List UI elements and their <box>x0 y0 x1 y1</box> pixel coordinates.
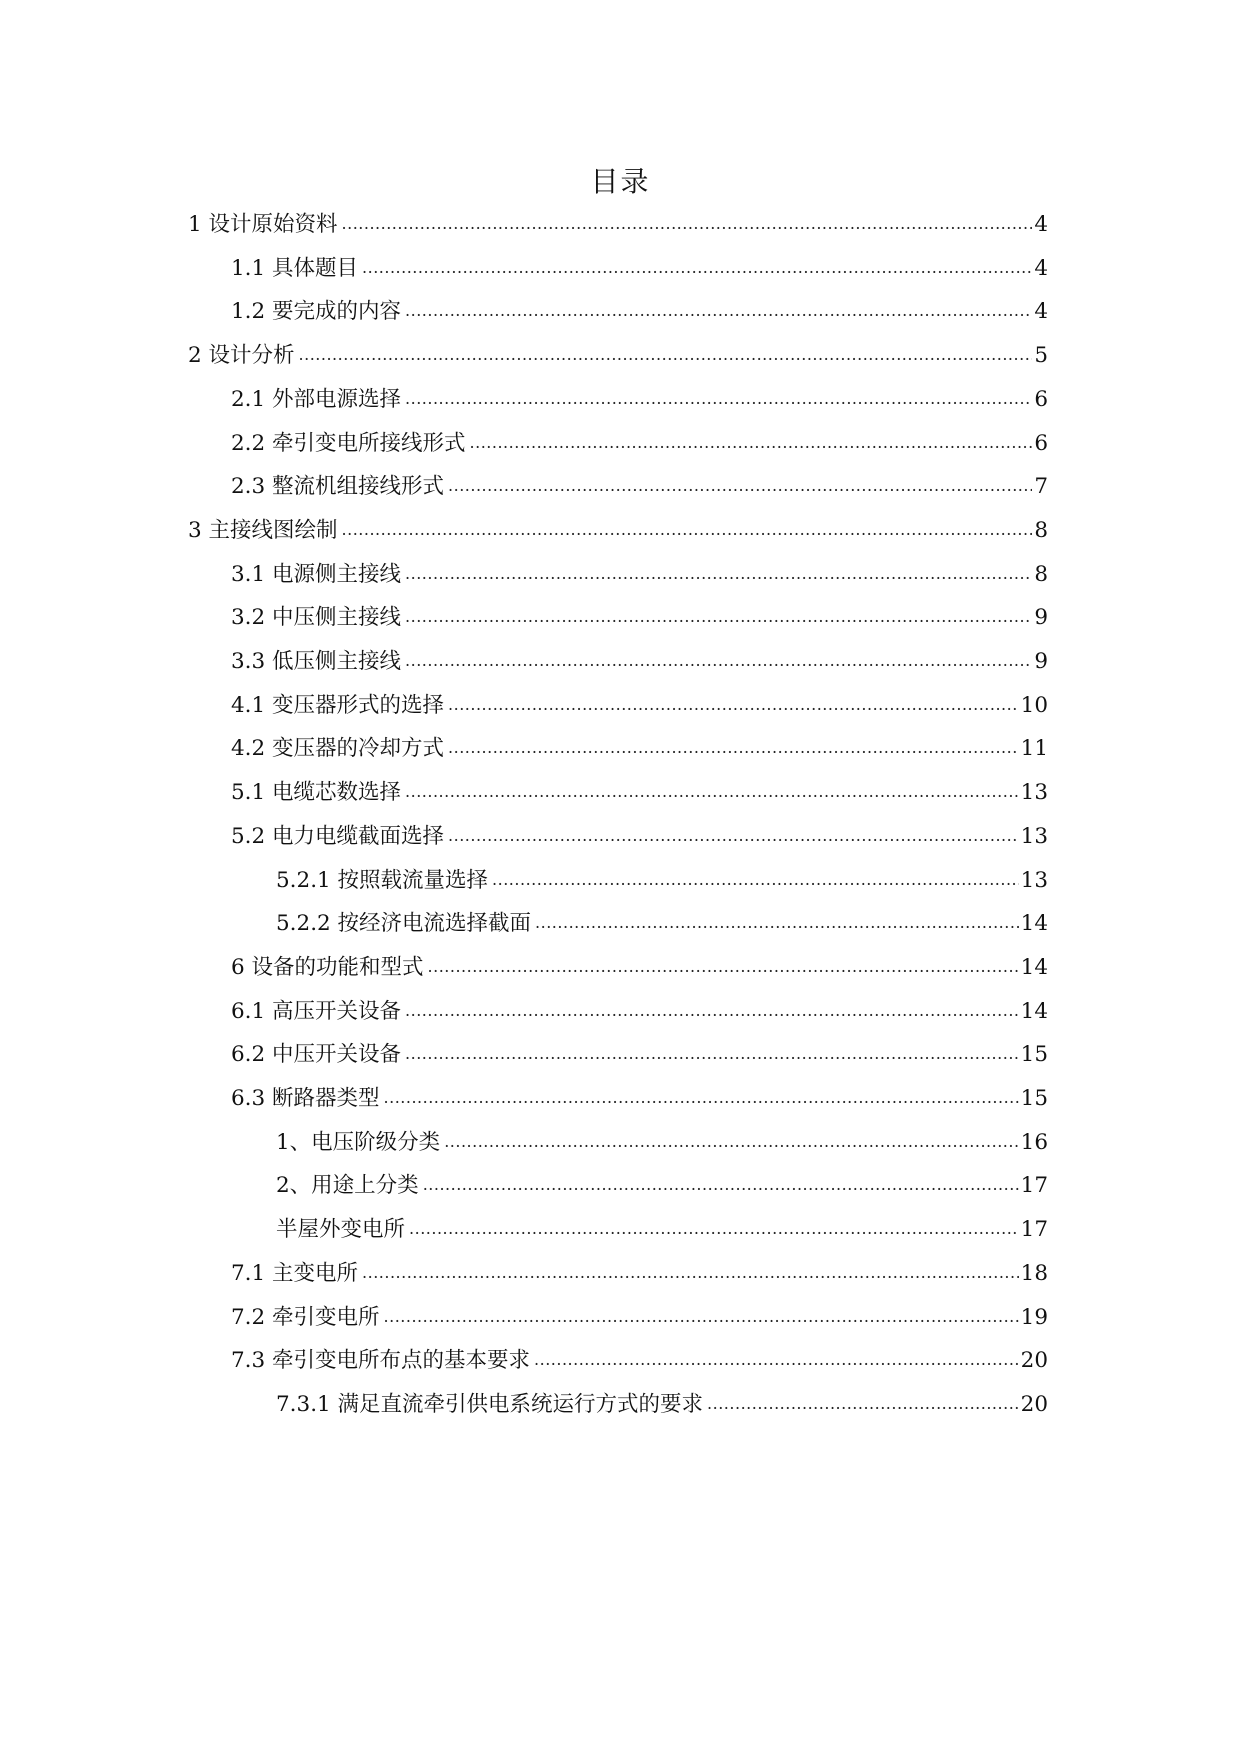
toc-entry-title: 1.2 要完成的内容 <box>231 299 402 325</box>
toc-entry-title: 3.1 电源侧主接线 <box>231 561 402 587</box>
toc-entry-title: 2、用途上分类 <box>276 1173 419 1199</box>
toc-entry-page-number: 16 <box>1020 1129 1048 1155</box>
toc-entry-title: 6.3 断路器类型 <box>231 1086 380 1111</box>
toc-entry-page-number: 6 <box>1034 430 1048 456</box>
toc-entry-page-number: 18 <box>1020 1260 1048 1286</box>
toc-entry-page-number: 5 <box>1034 343 1048 369</box>
toc-entry-page-number: 8 <box>1034 517 1048 543</box>
toc-entry-title: 7.1 主变电所 <box>231 1260 359 1286</box>
toc-entry[interactable] <box>231 1036 1048 1070</box>
toc-entry[interactable] <box>276 905 1048 939</box>
toc-dot-leader <box>342 520 1033 540</box>
toc-dot-leader <box>409 1219 1019 1239</box>
toc-entry[interactable] <box>231 250 1048 284</box>
toc-entry[interactable] <box>231 1255 1048 1289</box>
toc-entry-title: 7.3.1 满足直流牵引供电系统运行方式的要求 <box>276 1391 704 1417</box>
toc-entry-page-number: 14 <box>1020 998 1048 1024</box>
toc-entry[interactable] <box>231 293 1048 327</box>
toc-entry-title: 3.3 低压侧主接线 <box>231 649 402 674</box>
toc-entry-title: 6.2 中压开关设备 <box>231 1042 402 1068</box>
toc-dot-leader <box>405 301 1032 321</box>
toc-entry-page-number: 17 <box>1020 1217 1048 1243</box>
toc-entry-title: 5.2.2 按经济电流选择截面 <box>276 911 532 937</box>
toc-dot-leader <box>342 214 1033 234</box>
toc-dot-leader <box>534 1350 1019 1370</box>
toc-dot-leader <box>362 258 1032 278</box>
toc-entry-page-number: 20 <box>1020 1391 1048 1417</box>
toc-entry-title: 5.2 电力电缆截面选择 <box>231 823 445 849</box>
toc-entry-page-number: 14 <box>1020 911 1048 937</box>
toc-dot-leader <box>707 1394 1019 1414</box>
toc-dot-leader <box>405 782 1019 802</box>
toc-entry-title: 2 设计分析 <box>188 343 295 369</box>
toc-entry[interactable] <box>231 425 1048 459</box>
toc-entry-page-number: 20 <box>1020 1348 1048 1374</box>
toc-entry-title: 1、电压阶级分类 <box>276 1129 441 1155</box>
toc-dot-leader <box>405 389 1032 409</box>
toc-dot-leader <box>423 1175 1019 1195</box>
toc-dot-leader <box>405 651 1032 671</box>
toc-dot-leader <box>405 1044 1019 1064</box>
toc-entry-title: 1.1 具体题目 <box>231 255 359 281</box>
toc-dot-leader <box>405 1001 1019 1021</box>
toc-entry-page-number: 10 <box>1020 692 1048 718</box>
toc-entry-page-number: 15 <box>1020 1086 1048 1111</box>
toc-dot-leader <box>492 870 1019 890</box>
toc-dot-leader <box>470 433 1033 453</box>
toc-entry[interactable] <box>231 949 1048 983</box>
toc-entry-page-number: 14 <box>1020 954 1048 980</box>
toc-entry[interactable] <box>231 468 1048 502</box>
toc-dot-leader <box>448 476 1032 496</box>
toc-entry-title: 2.3 整流机组接线形式 <box>231 474 445 500</box>
toc-dot-leader <box>428 957 1019 977</box>
toc-entry-page-number: 4 <box>1034 299 1048 325</box>
toc-entry[interactable] <box>231 993 1048 1027</box>
toc-entry[interactable] <box>231 599 1048 633</box>
toc-dot-leader <box>405 607 1032 627</box>
toc-entry[interactable] <box>276 1386 1048 1420</box>
toc-entry-title: 2.2 牵引变电所接线形式 <box>231 430 466 456</box>
toc-entry-page-number: 11 <box>1020 736 1048 762</box>
toc-entry[interactable] <box>231 774 1048 808</box>
toc-entry-page-number: 9 <box>1034 649 1048 674</box>
toc-entry-page-number: 13 <box>1020 867 1048 893</box>
toc-entry-title: 1 设计原始资料 <box>188 212 338 237</box>
toc-entry[interactable] <box>231 1342 1048 1376</box>
toc-entry[interactable] <box>231 1080 1048 1114</box>
toc-dot-leader <box>535 913 1019 933</box>
toc-entry[interactable] <box>231 381 1048 415</box>
toc-entry-title: 3 主接线图绘制 <box>188 517 338 543</box>
toc-entry-page-number: 19 <box>1020 1304 1048 1330</box>
toc-entry-title: 4.2 变压器的冷却方式 <box>231 736 445 762</box>
toc-entry[interactable] <box>188 206 1048 240</box>
toc-entry-title: 7.3 牵引变电所布点的基本要求 <box>231 1348 531 1374</box>
toc-entry-page-number: 4 <box>1034 212 1048 237</box>
toc-entry-title: 4.1 变压器形式的选择 <box>231 692 445 718</box>
toc-entry[interactable] <box>231 687 1048 721</box>
toc-dot-leader <box>448 695 1019 715</box>
toc-entry[interactable] <box>231 818 1048 852</box>
page-title: 目录 <box>590 165 651 198</box>
toc-entry-page-number: 7 <box>1034 474 1048 500</box>
toc-entry-page-number: 15 <box>1020 1042 1048 1068</box>
toc-dot-leader <box>384 1088 1019 1108</box>
toc-entry-page-number: 13 <box>1020 780 1048 806</box>
toc-dot-leader <box>405 564 1032 584</box>
toc-entry-title: 3.2 中压侧主接线 <box>231 605 402 631</box>
toc-entry-title: 半屋外变电所 <box>276 1217 406 1243</box>
toc-dot-leader <box>448 826 1019 846</box>
toc-entry[interactable] <box>188 337 1048 371</box>
toc-entry-page-number: 13 <box>1020 823 1048 849</box>
toc-dot-leader <box>299 345 1033 365</box>
toc-entry-title: 6.1 高压开关设备 <box>231 998 402 1024</box>
toc-entry[interactable] <box>231 730 1048 764</box>
toc-entry[interactable] <box>276 1167 1048 1201</box>
toc-entry-page-number: 17 <box>1020 1173 1048 1199</box>
toc-entry-page-number: 9 <box>1034 605 1048 631</box>
toc-entry[interactable] <box>231 1299 1048 1333</box>
toc-entry[interactable] <box>276 862 1048 896</box>
toc-dot-leader <box>384 1307 1019 1327</box>
toc-dot-leader <box>362 1263 1019 1283</box>
toc-entry-page-number: 4 <box>1034 255 1048 281</box>
toc-entry-page-number: 8 <box>1034 561 1048 587</box>
toc-entry[interactable] <box>231 556 1048 590</box>
toc-entry[interactable] <box>188 512 1048 546</box>
toc-entry-title: 5.1 电缆芯数选择 <box>231 780 402 806</box>
toc-entry-title: 5.2.1 按照载流量选择 <box>276 867 489 893</box>
toc-entry[interactable] <box>231 643 1048 677</box>
toc-entry-page-number: 6 <box>1034 386 1048 412</box>
toc-entry[interactable] <box>276 1124 1048 1158</box>
toc-dot-leader <box>444 1132 1018 1152</box>
toc-entry[interactable] <box>276 1211 1048 1245</box>
toc-entry-title: 7.2 牵引变电所 <box>231 1304 380 1330</box>
toc-entry-title: 6 设备的功能和型式 <box>231 954 424 980</box>
toc-dot-leader <box>448 738 1019 758</box>
toc-entry-title: 2.1 外部电源选择 <box>231 386 402 412</box>
